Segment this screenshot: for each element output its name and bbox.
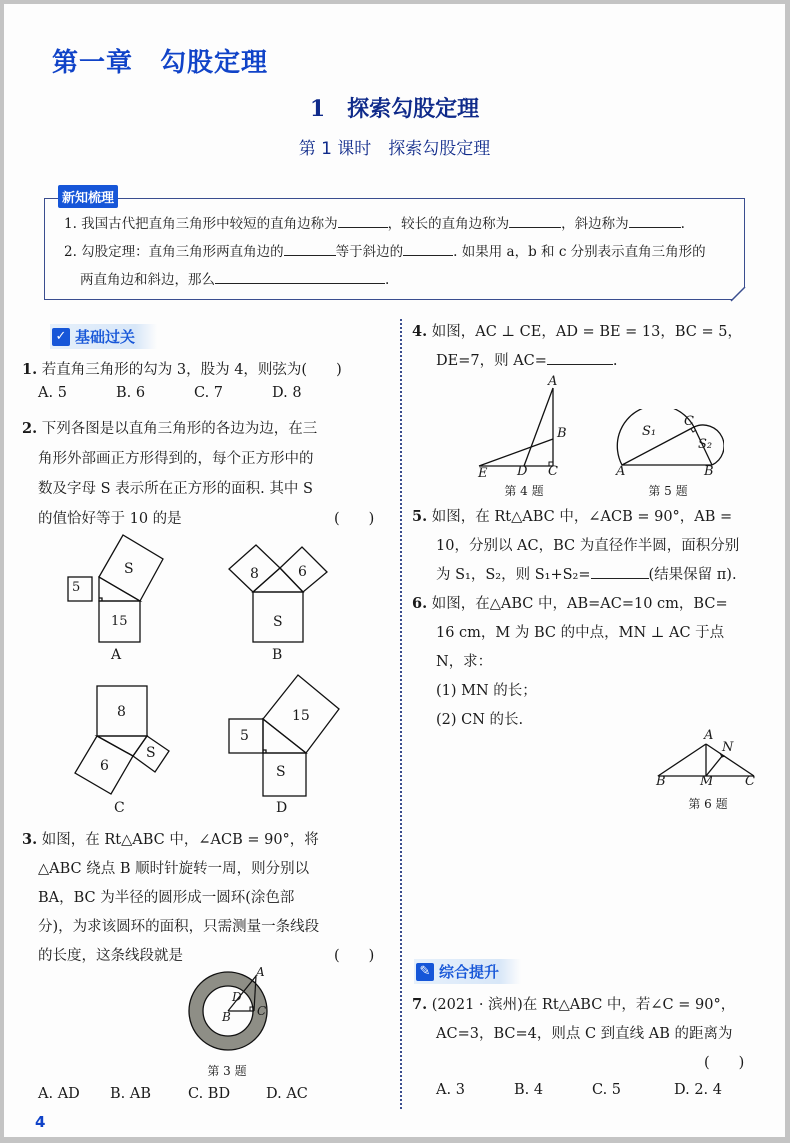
point-label: B xyxy=(704,464,714,479)
fig-d-caption: D xyxy=(276,800,288,816)
q5-line-3 xyxy=(436,561,737,589)
k2-text-e: . xyxy=(385,272,390,288)
q2-line: 数及字母 S 表示所在正方形的面积. 其中 S xyxy=(38,481,313,497)
answer-blank[interactable] xyxy=(215,271,385,284)
q1-option-c[interactable]: C. 7 xyxy=(194,385,224,401)
q3-line: BA，BC 为半径的圆形成一圆环(涂色部 xyxy=(38,890,295,906)
q7-number: 7. xyxy=(412,996,428,1013)
figure-c xyxy=(75,686,169,794)
fig-d-square-label: S xyxy=(276,764,286,780)
q6-caption: 第 6 题 xyxy=(688,797,728,811)
q5-tail: (结果保留 π). xyxy=(648,567,737,583)
fig-b-square-label: S xyxy=(273,614,283,630)
point-label: A xyxy=(616,464,626,479)
q3-option-d[interactable]: D. AC xyxy=(266,1086,308,1102)
textbook-page xyxy=(4,4,785,1137)
q6-subquestion: (1) MN 的长； xyxy=(436,683,537,699)
answer-blank[interactable] xyxy=(591,566,649,579)
section-badge-basic xyxy=(50,324,157,349)
question-3 xyxy=(22,826,319,854)
q7-option-a[interactable]: A. 3 xyxy=(436,1082,465,1098)
answer-blank[interactable] xyxy=(547,352,613,365)
q3-caption: 第 3 题 xyxy=(207,1064,247,1078)
point-label: B xyxy=(222,1010,231,1024)
chapter-title: 第一章 勾股定理 xyxy=(52,48,269,78)
k2-text-c: . 如果用 a，b 和 c 分别表示直角三角形的 xyxy=(453,244,706,260)
q7-option-d[interactable]: D. 2. 4 xyxy=(674,1082,722,1098)
fig-a-square-label: S xyxy=(124,561,134,577)
k1-text-a: 1. 我国古代把直角三角形中较短的直角边称为 xyxy=(64,216,338,232)
q1-text: 若直角三角形的勾为 3，股为 4，则弦为( ) xyxy=(41,362,342,378)
fig-b-caption: B xyxy=(272,647,283,663)
q7-line: (2021 · 滨州)在 Rt△ABC 中，若∠C = 90°， xyxy=(431,997,736,1013)
fig-d-square-label: 5 xyxy=(240,728,249,744)
q3-number: 3. xyxy=(22,831,38,848)
q1-option-d[interactable]: D. 8 xyxy=(272,385,302,401)
k1-text-b: ，较长的直角边称为 xyxy=(387,216,510,232)
q7-line: AC=3，BC=4，则点 C 到直线 AB 的距离为 xyxy=(436,1026,733,1042)
q3-option-a[interactable]: A. AD xyxy=(38,1086,80,1102)
q4-number: 4. xyxy=(412,323,428,340)
question-2 xyxy=(22,415,317,443)
fig-c-caption: C xyxy=(114,800,125,816)
q5-number: 5. xyxy=(412,508,428,525)
point-label: B xyxy=(656,774,666,789)
region-label: S₁ xyxy=(642,424,657,439)
lesson-title: 第 1 课时 探索勾股定理 xyxy=(298,139,491,159)
k1-text-d: . xyxy=(680,216,685,232)
point-label: E xyxy=(478,466,488,481)
fig-c-square-label: 6 xyxy=(100,758,109,774)
question-6 xyxy=(412,590,728,618)
fig-d-square-label: 15 xyxy=(292,708,310,724)
q4-line-2 xyxy=(436,347,618,375)
q3-line: 的长度，这条线段就是 xyxy=(38,948,183,964)
question-4 xyxy=(412,318,742,346)
q1-options xyxy=(38,385,378,401)
q3-line: △ABC 绕点 B 顺时针旋转一周，则分别以 xyxy=(38,861,310,877)
point-label: A xyxy=(704,728,714,743)
q4-line: DE=7，则 AC= xyxy=(436,353,547,369)
q3-option-b[interactable]: B. AB xyxy=(110,1086,152,1102)
q7-option-b[interactable]: B. 4 xyxy=(514,1082,544,1098)
checkbox-icon: ✓ xyxy=(52,328,70,346)
q5-line: 如图，在 Rt△ABC 中，∠ACB = 90°，AB = xyxy=(431,509,733,525)
answer-blank[interactable] xyxy=(338,215,388,228)
section-title: 1 探索勾股定理 xyxy=(309,96,480,122)
pencil-icon: ✎ xyxy=(416,963,434,981)
fig-a-caption: A xyxy=(111,647,122,663)
knowledge-item-2 xyxy=(64,240,706,260)
q3-option-c[interactable]: C. BD xyxy=(188,1086,231,1102)
answer-blank[interactable] xyxy=(284,243,336,256)
q4-caption: 第 4 题 xyxy=(504,484,544,498)
knowledge-item-2-cont xyxy=(80,268,389,288)
point-label: A xyxy=(256,965,265,979)
point-label: D xyxy=(517,464,528,479)
q3-line: 分)，为求该圆环的面积，只需测量一条线段 xyxy=(38,919,320,935)
q7-answer-paren[interactable]: ( ) xyxy=(704,1055,745,1071)
q2-line: 的值恰好等于 10 的是 xyxy=(38,511,182,527)
q2-line: 下列各图是以直角三角形的各边为边，在三 xyxy=(41,421,318,437)
q7-option-c[interactable]: C. 5 xyxy=(592,1082,622,1098)
q6-number: 6. xyxy=(412,595,428,612)
advanced-badge-label: 综合提升 xyxy=(439,963,500,981)
answer-blank[interactable] xyxy=(403,243,453,256)
fig-b-square-label: 8 xyxy=(250,566,259,582)
k2-text-d: 两直角边和斜边，那么 xyxy=(80,272,215,288)
q1-option-b[interactable]: B. 6 xyxy=(116,385,146,401)
section-badge-advanced xyxy=(414,959,521,984)
answer-blank[interactable] xyxy=(629,215,681,228)
point-label: C xyxy=(257,1004,267,1018)
point-label: C xyxy=(684,414,694,429)
basic-badge-label: 基础过关 xyxy=(75,328,136,346)
point-label: N xyxy=(722,740,734,755)
q4-line: 如图，AC ⊥ CE，AD = BE = 13，BC = 5， xyxy=(431,324,742,340)
point-label: C xyxy=(548,464,558,479)
region-label: S₂ xyxy=(698,437,713,452)
q6-subquestion: (2) CN 的长. xyxy=(436,712,524,728)
q2-number: 2. xyxy=(22,420,38,437)
q2-answer-paren[interactable]: ( ) xyxy=(334,511,375,527)
knowledge-tag: 新知梳理 xyxy=(58,185,118,208)
box-corner xyxy=(730,286,746,302)
point-label: D xyxy=(232,990,242,1004)
fig-b-square-label: 6 xyxy=(298,564,307,580)
question-1 xyxy=(22,356,342,384)
fig-a-square-label: 5 xyxy=(72,580,81,595)
q6-line: 如图，在△ABC 中，AB=AC=10 cm，BC= xyxy=(431,596,728,612)
point-label: A xyxy=(548,374,558,389)
q2-line: 角形外部画正方形得到的，每个正方形中的 xyxy=(38,451,314,467)
q6-line: 16 cm，M 为 BC 的中点，MN ⊥ AC 于点 xyxy=(436,625,725,641)
q3-line: 如图，在 Rt△ABC 中，∠ACB = 90°，将 xyxy=(41,832,319,848)
column-divider xyxy=(400,319,402,1109)
q3-answer-paren[interactable]: ( ) xyxy=(334,948,375,964)
fig-a-square-label: 15 xyxy=(111,614,128,629)
question-7 xyxy=(412,991,735,1019)
q3-options xyxy=(38,1086,378,1102)
k2-text-b: 等于斜边的 xyxy=(335,244,404,260)
q2-figures xyxy=(44,524,404,824)
point-label: M xyxy=(700,774,714,789)
page-number: 4 xyxy=(35,1113,46,1131)
q4-end: . xyxy=(612,353,618,369)
q7-options xyxy=(436,1082,776,1098)
q3-ring-figure xyxy=(180,966,290,1066)
question-5 xyxy=(412,503,732,531)
q5-line: 为 S₁，S₂，则 S₁+S₂= xyxy=(436,567,591,583)
point-label: B xyxy=(557,426,567,441)
q5-caption: 第 5 题 xyxy=(648,484,688,498)
q5-line: 10，分别以 AC，BC 为直径作半圆，面积分别 xyxy=(436,538,740,554)
q1-option-a[interactable]: A. 5 xyxy=(38,385,67,401)
answer-blank[interactable] xyxy=(509,215,561,228)
q1-number: 1. xyxy=(22,361,38,378)
k1-text-c: ，斜边称为 xyxy=(561,216,629,232)
knowledge-item-1 xyxy=(64,212,685,232)
fig-c-square-label: S xyxy=(146,745,156,761)
k2-text-a: 2. 勾股定理：直角三角形两直角边的 xyxy=(64,244,284,260)
q6-line: N，求： xyxy=(436,654,493,670)
point-label: C xyxy=(745,774,755,789)
fig-c-square-label: 8 xyxy=(117,704,126,720)
